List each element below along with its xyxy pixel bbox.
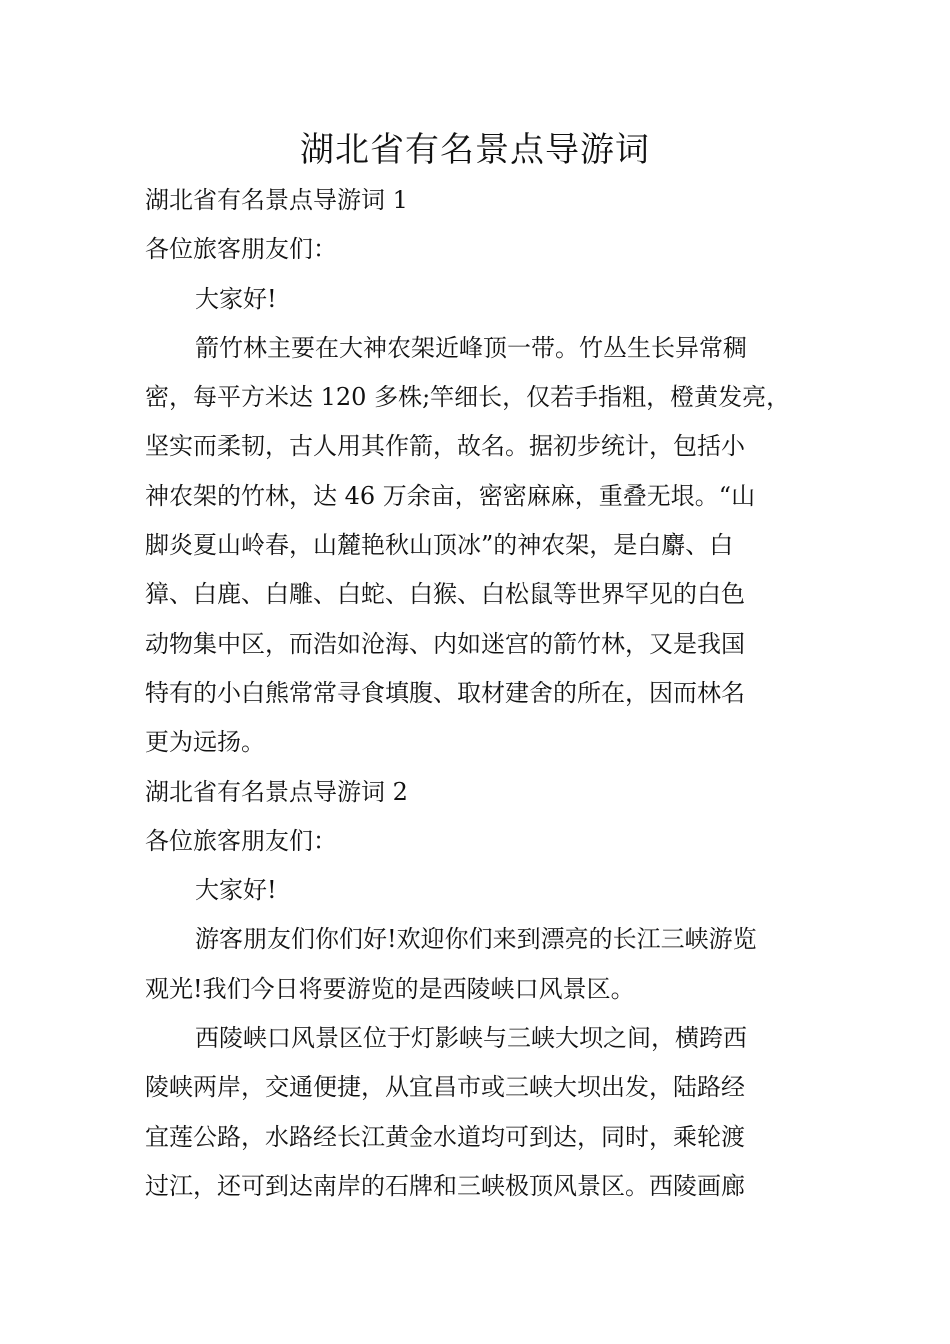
text-line: 湖北省有名景点导游词 2 xyxy=(145,777,408,806)
document-body xyxy=(145,176,815,1211)
text-line: 坚实而柔韧，古人用其作箭，故名。据初步统计，包括小 xyxy=(145,432,745,461)
text-line: 陵峡两岸，交通便捷，从宜昌市或三峡大坝出发，陆路经 xyxy=(145,1073,745,1102)
text-line: 特有的小白熊常常寻食填腹、取材建舍的所在，因而林名 xyxy=(145,678,745,707)
text-line: 更为远扬。 xyxy=(145,728,265,757)
text-line: 动物集中区，而浩如沧海、内如迷宫的箭竹林，又是我国 xyxy=(145,629,745,658)
text-line: 神农架的竹林，达 46 万余亩，密密麻麻，重叠无垠。“山 xyxy=(145,481,756,510)
text-line: 密，每平方米达 120 多株;竿细长，仅若手指粗，橙黄发亮， xyxy=(145,383,791,412)
text-line: 大家好! xyxy=(195,284,277,313)
text-line: 箭竹林主要在大神农架近峰顶一带。竹丛生长异常稠 xyxy=(195,333,747,362)
text-line: 大家好! xyxy=(195,876,277,905)
text-line: 观光!我们今日将要游览的是西陵峡口风景区。 xyxy=(145,974,635,1003)
text-line: 西陵峡口风景区位于灯影峡与三峡大坝之间，横跨西 xyxy=(195,1024,747,1053)
text-line: 宜莲公路，水路经长江黄金水道均可到达，同时，乘轮渡 xyxy=(145,1122,745,1151)
text-line: 过江，还可到达南岸的石牌和三峡极顶风景区。西陵画廊 xyxy=(145,1171,745,1200)
text-line: 脚炎夏山岭春，山麓艳秋山顶冰”的神农架，是白麝、白 xyxy=(145,531,734,560)
text-line: 獐、白鹿、白雕、白蛇、白猴、白松鼠等世界罕见的白色 xyxy=(145,580,745,609)
text-line: 湖北省有名景点导游词 1 xyxy=(145,186,408,214)
text-line: 各位旅客朋友们： xyxy=(145,826,337,855)
text-line: 各位旅客朋友们： xyxy=(145,235,337,264)
text-line: 游客朋友们你们好!欢迎你们来到漂亮的长江三峡游览 xyxy=(195,925,757,954)
document-title: 湖北省有名景点导游词 xyxy=(300,130,650,170)
